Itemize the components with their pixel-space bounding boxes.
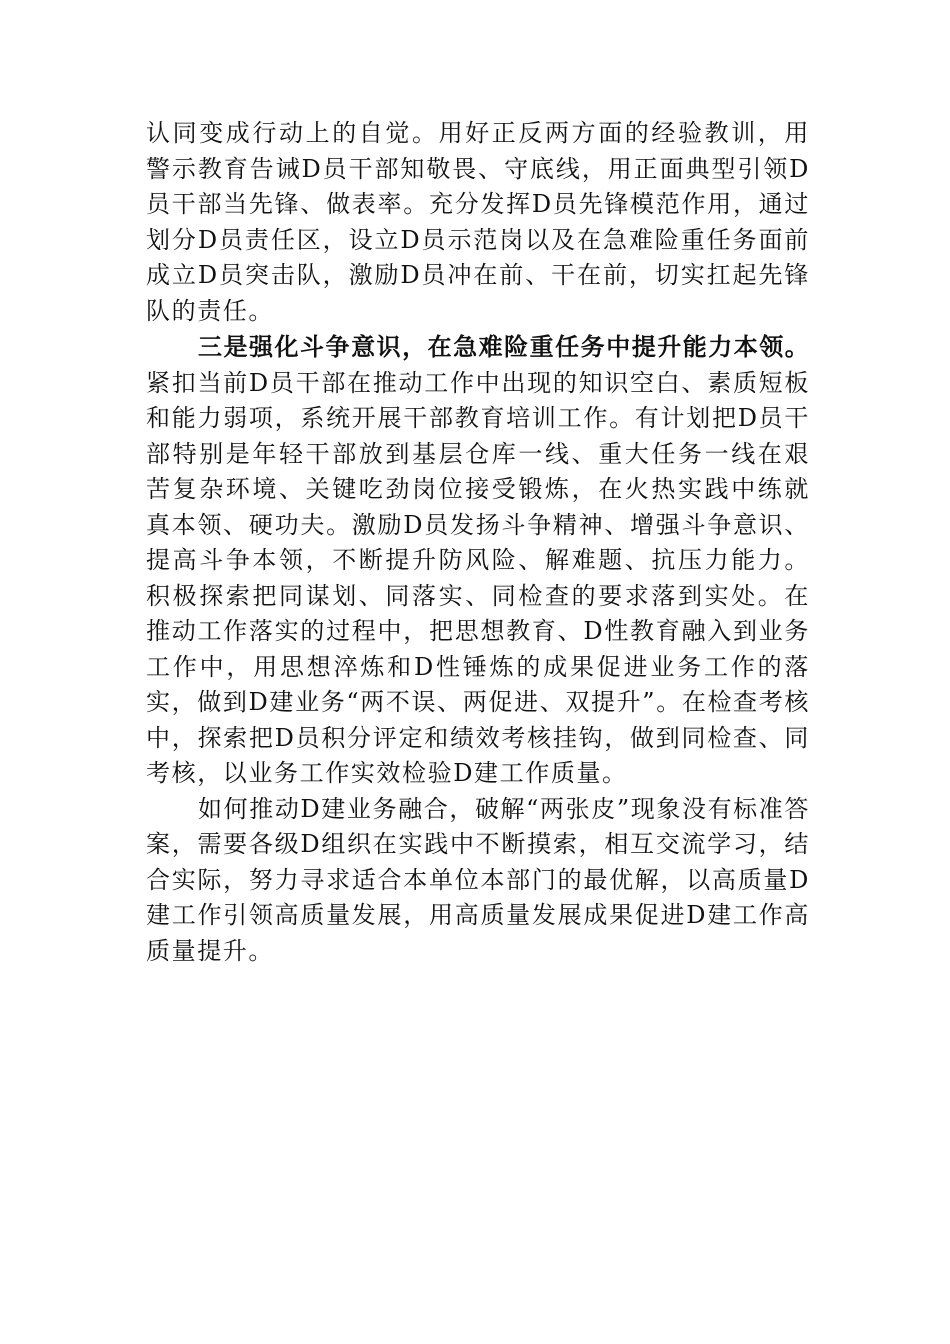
paragraph-text: 认同变成行动上的自觉。用好正反两方面的经验教训，用警示教育告诫D员干部知敬畏、守底线，用正面典型引领D员干部当先锋、做表率。充分发挥D员先锋模范作用，通过划分D员责任区，设立D员示范岗以及在急难险重任务面前成立D员突击队，激励D员冲在前、干在前，切实扛起先锋队的责任。 xyxy=(146,119,810,325)
paragraph-continuation xyxy=(146,116,810,329)
paragraph-struggle-awareness xyxy=(146,329,810,792)
paragraph-lead-heading: 三是强化斗争意识，在急难险重任务中提升能力本领。 xyxy=(198,332,810,361)
paragraph-text: 如何推动D建业务融合，破解“两张皮”现象没有标准答案，需要各级D组织在实践中不断摸索，相互交流学习，结合实际，努力寻求适合本单位本部门的最优解，以高质量D建工作引领高质量发展，用高质量发展成果促进D建工作高质量提升。 xyxy=(146,794,810,965)
paragraph-conclusion xyxy=(146,792,810,970)
document-body xyxy=(146,116,810,969)
paragraph-text: 紧扣当前D员干部在推动工作中出现的知识空白、素质短板和能力弱项，系统开展干部教育培训工作。有计划把D员干部特别是年轻干部放到基层仓库一线、重大任务一线在艰苦复杂环境、关键吃劲岗位接受锻炼，在火热实践中练就真本领、硬功夫。激励D员发扬斗争精神、增强斗争意识、提高斗争本领，不断提升防风险、解难题、抗压力能力。积极探索把同谋划、同落实、同检查的要求落到实处。在推动工作落实的过程中，把思想教育、D性教育融入到业务工作中，用思想淬炼和D性锤炼的成果促进业务工作的落实，做到D建业务“两不误、两促进、双提升”。在检查考核中，探索把D员积分评定和绩效考核挂钩，做到同检查、同考核，以业务工作实效检验D建工作质量。 xyxy=(146,368,810,787)
